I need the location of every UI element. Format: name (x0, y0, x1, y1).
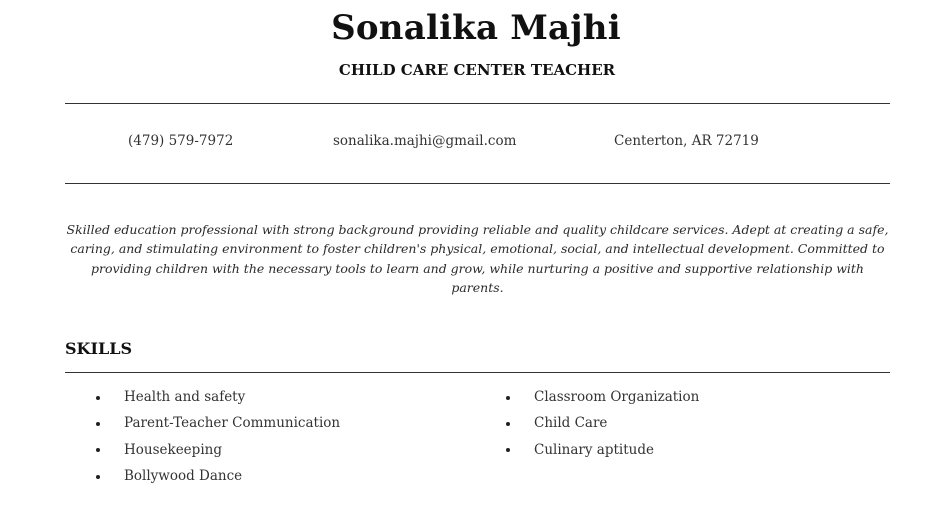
skill-item (124, 437, 340, 463)
skill-item (124, 384, 340, 410)
skill-item (124, 463, 340, 489)
skill-item (534, 437, 699, 463)
bullet-icon (506, 448, 510, 452)
skill-item (534, 384, 699, 410)
skill-item (534, 410, 699, 436)
skill-label: Housekeeping (124, 441, 222, 458)
skill-label: Child Care (534, 415, 608, 432)
skills-heading: SKILLS (65, 339, 132, 358)
skills-list-left (124, 384, 340, 490)
bullet-icon (506, 422, 510, 426)
skill-label: Health and safety (124, 389, 246, 405)
bullet-icon (506, 396, 510, 400)
job-title: CHILD CARE CENTER TEACHER (338, 61, 616, 79)
skill-label: Bollywood Dance (124, 468, 243, 485)
bullet-icon (96, 396, 100, 400)
divider-top (65, 103, 890, 104)
candidate-name: Sonalika Majhi (331, 8, 621, 48)
divider-skills (65, 372, 890, 373)
skill-label: Parent-Teacher Communication (124, 415, 341, 432)
contact-phone: (479) 579-7972 (128, 133, 234, 149)
professional-summary: Skilled education professional with strong background providing reliable and quality childcare services. Adept at creating a safe, caring, and stimulating environment to foster children's physical, emotional, social, and intellectual development. Committed to providing children with the necessary tools to learn and grow, while nurturing a positive and supportive relationship with parents. (66, 222, 889, 295)
divider-contact (65, 183, 890, 184)
contact-email: sonalika.majhi@gmail.com (333, 133, 517, 149)
skills-list-right (534, 384, 699, 463)
skill-item (124, 410, 340, 436)
bullet-icon (96, 475, 100, 479)
bullet-icon (96, 422, 100, 426)
bullet-icon (96, 448, 100, 452)
contact-location: Centerton, AR 72719 (614, 133, 759, 149)
skill-label: Classroom Organization (534, 389, 700, 405)
skill-label: Culinary aptitude (534, 441, 654, 458)
